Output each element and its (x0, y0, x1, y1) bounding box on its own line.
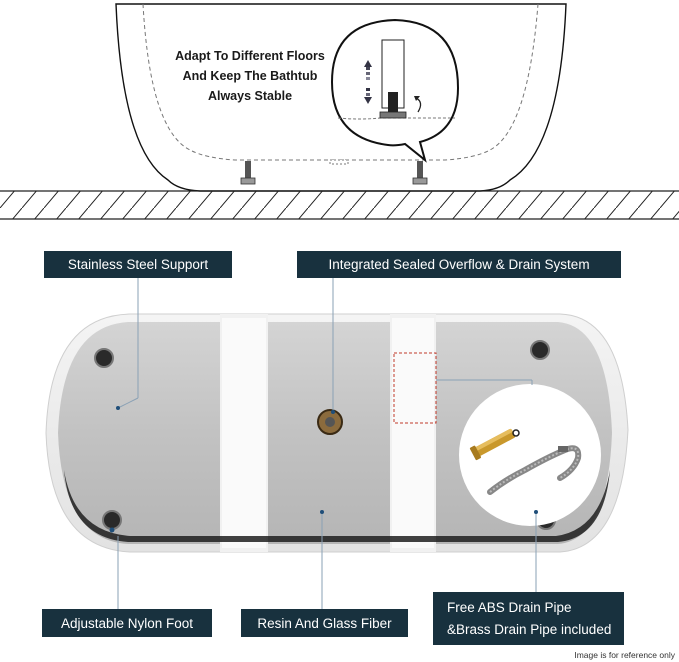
stainless-steel-support-label (44, 251, 232, 278)
stainless-steel-support-text: Stainless Steel Support (67, 257, 209, 272)
drain-pipe-line-1: Free ABS Drain Pipe (447, 599, 572, 615)
callout-line-3: Always Stable (207, 89, 293, 103)
callout-line-1: Adapt To Different Floors (175, 49, 325, 63)
drain-pipe-inset (459, 384, 601, 526)
drain-pipe-label (433, 592, 624, 645)
callout-line-2: And Keep The Bathtub (182, 69, 318, 83)
resin-glass-fiber-label (241, 609, 408, 637)
overflow-drain-system-text: Integrated Sealed Overflow & Drain System (328, 257, 590, 272)
reference-footnote: Image is for reference only (574, 650, 675, 660)
drain-pipe-line-2: &Brass Drain Pipe included (447, 621, 612, 637)
floor-adaptation-callout (150, 46, 350, 106)
floor-hatch (0, 191, 679, 219)
adjustable-nylon-foot-text: Adjustable Nylon Foot (60, 615, 194, 631)
overflow-drain-system-label (297, 251, 621, 278)
resin-glass-fiber-text: Resin And Glass Fiber (257, 615, 392, 631)
adjustable-nylon-foot-label (42, 609, 212, 637)
